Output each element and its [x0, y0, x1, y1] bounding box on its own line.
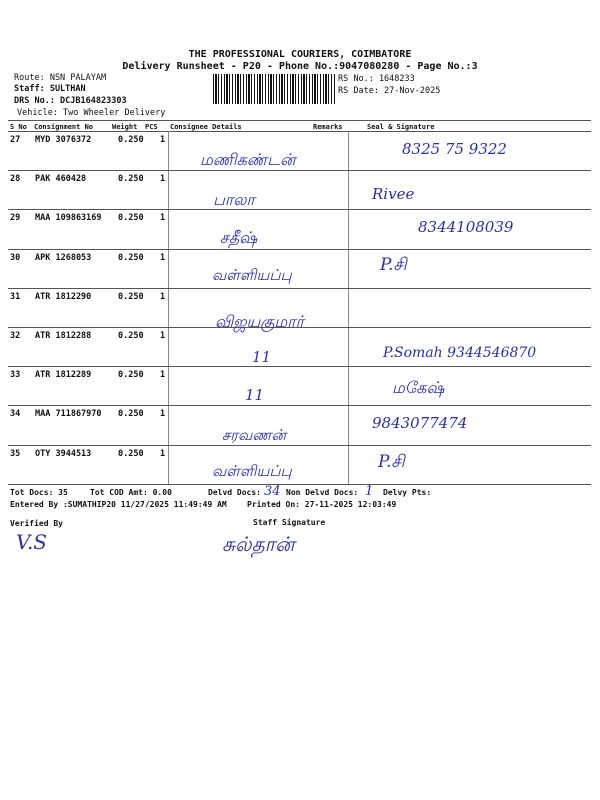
row-pcs: 1 [160, 174, 166, 184]
row-pcs: 1 [160, 409, 166, 419]
consignee-handwriting: சரவணன் [222, 426, 287, 444]
signature-handwriting: P.சி [380, 255, 407, 275]
company-title: THE PROFESSIONAL COURIERS, COIMBATORE [188, 49, 412, 60]
consignee-handwriting: மணிகண்டன் [200, 150, 296, 169]
verified-by-label: Verified By [10, 519, 63, 528]
consignee-handwriting: விஜயகுமார் [215, 312, 304, 331]
route: Route: NSN PALAYAM [14, 73, 107, 83]
row-sno: 35 [10, 449, 21, 459]
row-rule [8, 249, 591, 250]
staff-signature-label: Staff Signature [253, 518, 326, 527]
row-pcs: 1 [160, 292, 166, 302]
row-consignment: MAA 109863169 [35, 213, 102, 223]
rs-number: RS No.: 1648233 [338, 74, 415, 84]
signature-handwriting: P.சி [378, 452, 405, 472]
signature-handwriting: 8344108039 [418, 218, 514, 236]
consignee-handwriting: 11 [245, 386, 265, 404]
col-pcs: PCS [145, 123, 158, 131]
row-weight: 0.250 [118, 331, 144, 341]
runsheet-subtitle: Delivery Runsheet - P20 - Phone No.:9047080280 - Page No.:3 [122, 61, 478, 72]
row-sno: 29 [10, 213, 21, 223]
verified-signature: V.S [16, 530, 48, 554]
consignee-handwriting: வள்ளியப்பு [212, 266, 292, 284]
row-weight: 0.250 [118, 135, 144, 145]
barcode [213, 74, 335, 104]
row-consignment: APK 1268053 [35, 253, 92, 263]
row-rule [8, 209, 591, 210]
row-consignment: ATR 1812288 [35, 331, 92, 341]
row-rule [8, 288, 591, 289]
row-consignment: ATR 1812289 [35, 370, 92, 380]
row-pcs: 1 [160, 213, 166, 223]
signature-handwriting: 8325 75 9322 [402, 140, 507, 158]
vehicle: Vehicle: Two Wheeler Delivery [17, 108, 166, 118]
row-weight: 0.250 [118, 213, 144, 223]
total-docs: Tot Docs: 35 [10, 488, 68, 497]
signature-handwriting: 9843077474 [372, 414, 468, 432]
delivered-docs-handwriting: 34 [264, 484, 281, 499]
row-pcs: 1 [160, 135, 166, 145]
entered-by: Entered By :SUMATHIP20 11/27/2025 11:49:49 AM [10, 500, 227, 509]
non-delivered-docs-handwriting: 1 [365, 484, 374, 499]
row-sno: 28 [10, 174, 21, 184]
row-weight: 0.250 [118, 409, 144, 419]
row-sno: 34 [10, 409, 21, 419]
staff-signature-handwriting: சுல்தான் [222, 532, 295, 556]
row-pcs: 1 [160, 370, 166, 380]
col-weight: Weight [112, 123, 138, 131]
row-rule [8, 366, 591, 367]
col-sno: S No [10, 123, 27, 131]
signature-handwriting: Rivee [372, 185, 415, 203]
row-consignment: MAA 711867970 [35, 409, 102, 419]
row-consignment: MYD 3076372 [35, 135, 92, 145]
row-consignment: OTY 3944513 [35, 449, 92, 459]
row-sno: 31 [10, 292, 21, 302]
table-bottom-rule [8, 484, 591, 485]
row-sno: 27 [10, 135, 21, 145]
printed-on: Printed On: 27-11-2025 12:03:49 [247, 500, 397, 509]
consignee-handwriting: 11 [252, 348, 272, 366]
row-sno: 32 [10, 331, 21, 341]
row-weight: 0.250 [118, 370, 144, 380]
table-header-rule [8, 131, 591, 132]
row-consignment: PAK 460428 [35, 174, 87, 184]
col-remarks: Remarks [313, 123, 343, 131]
row-weight: 0.250 [118, 449, 144, 459]
row-rule [8, 405, 591, 406]
drs-number: DRS No.: DCJB164823303 [14, 96, 127, 106]
row-pcs: 1 [160, 449, 166, 459]
signature-handwriting: P.Somah 9344546870 [383, 345, 537, 361]
staff: Staff: SULTHAN [14, 84, 86, 94]
col-divider [348, 131, 349, 485]
row-rule [8, 445, 591, 446]
delivered-docs-label: Delvd Docs: [208, 488, 261, 497]
col-consignment: Consignment No [34, 123, 94, 131]
row-sno: 33 [10, 370, 21, 380]
row-weight: 0.250 [118, 292, 144, 302]
consignee-handwriting: வள்ளியப்பு [212, 462, 292, 480]
consignee-handwriting: பாலா [213, 190, 255, 209]
signature-handwriting: மகேஷ் [392, 378, 445, 397]
row-rule [8, 170, 591, 171]
non-delivered-docs-label: Non Delvd Docs: [286, 488, 359, 497]
consignee-handwriting: சதீஷ் [220, 228, 258, 247]
total-cod-amount: Tot COD Amt: 0.00 [90, 488, 172, 497]
col-consignee: Consignee Details [170, 123, 242, 131]
row-sno: 30 [10, 253, 21, 263]
col-divider [168, 131, 169, 485]
table-top-rule [8, 120, 591, 121]
delivery-points-label: Delvy Pts: [383, 488, 432, 497]
col-seal: Seal & Signature [367, 123, 435, 131]
row-pcs: 1 [160, 331, 166, 341]
row-weight: 0.250 [118, 174, 144, 184]
row-pcs: 1 [160, 253, 166, 263]
row-consignment: ATR 1812290 [35, 292, 92, 302]
row-weight: 0.250 [118, 253, 144, 263]
rs-date: RS Date: 27-Nov-2025 [338, 86, 441, 96]
